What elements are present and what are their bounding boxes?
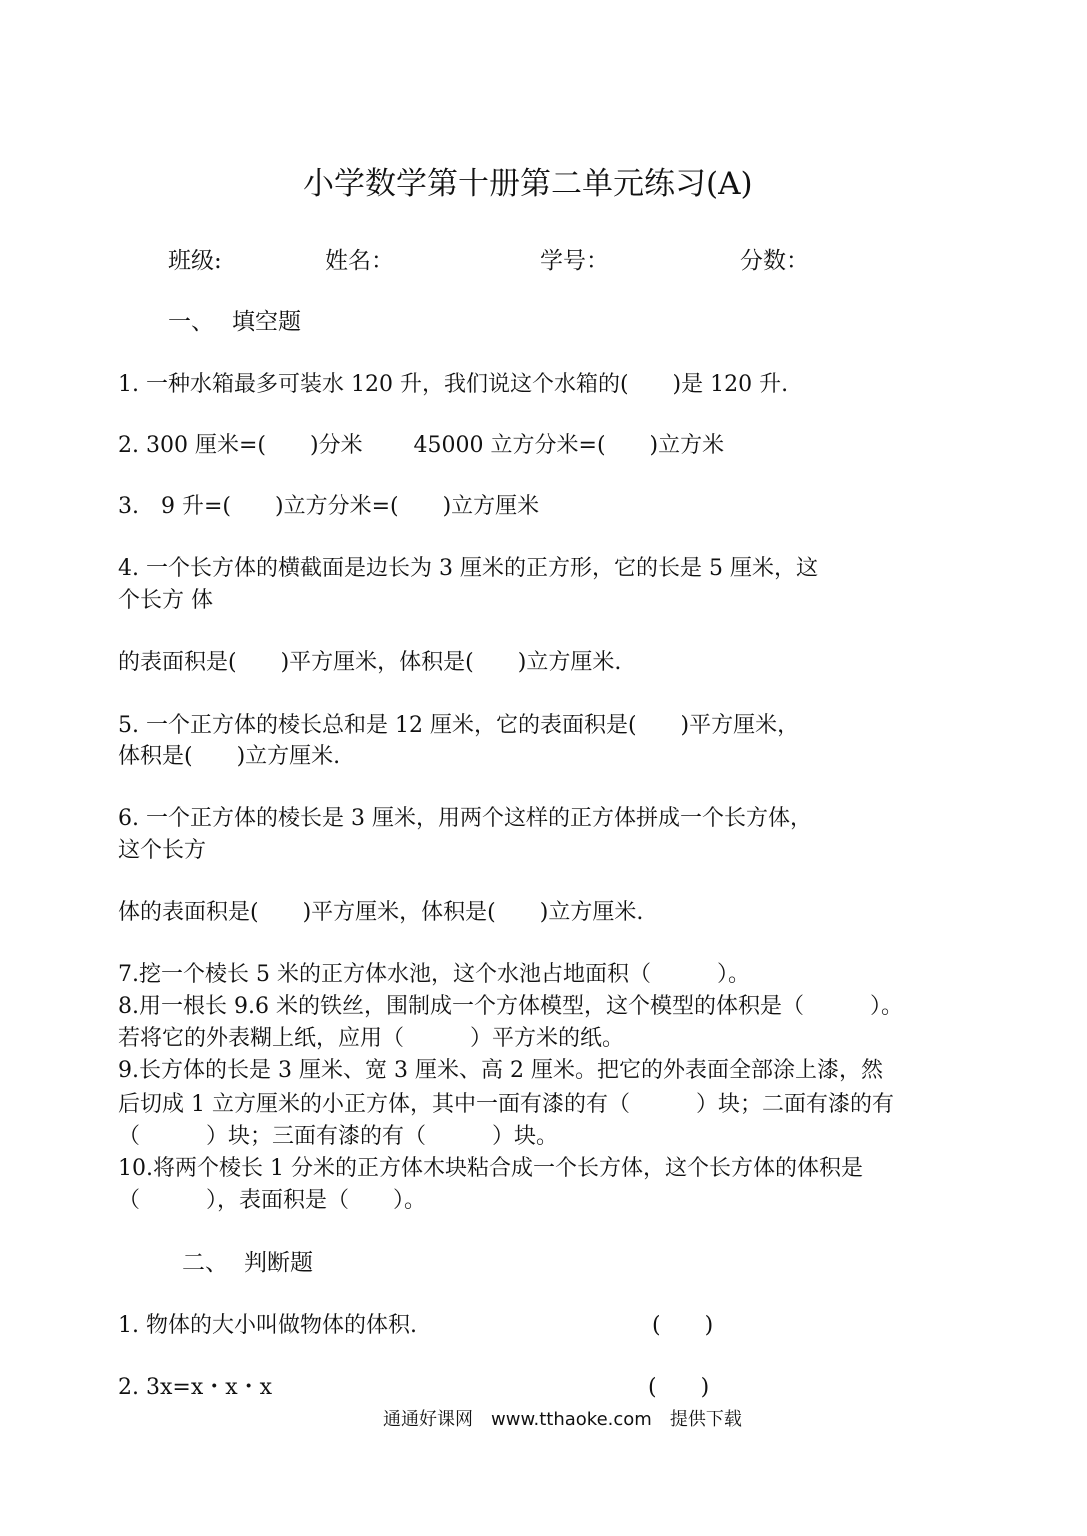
question-line: 的表面积是( )平方厘米，体积是( )立方厘米. [118, 650, 622, 675]
question-line: 7.挖一个棱长 5 米的正方体水池，这个水池占地面积（ ）。 [118, 962, 750, 987]
question-line: （ ），表面积是（ ）。 [118, 1188, 427, 1213]
question-line: 1. 一种水箱最多可装水 120 升，我们说这个水箱的( )是 120 升. [118, 372, 789, 397]
judgment-answer-blank: ( ) [652, 1313, 714, 1338]
question-line: 9.长方体的长是 3 厘米、宽 3 厘米、高 2 厘米。把它的外表面全部涂上漆，然 [118, 1058, 883, 1083]
question-line: 6. 一个正方体的棱长是 3 厘米，用两个这样的正方体拼成一个长方体， [118, 806, 812, 831]
question-line: 3. 9 升=( )立方分米=( )立方厘米 [118, 494, 540, 519]
question-line: 体的表面积是( )平方厘米，体积是( )立方厘米. [118, 900, 644, 925]
question-line: 2. 300 厘米=( )分米 45000 立方分米=( )立方米 [118, 433, 725, 458]
question-line: 体积是( )立方厘米. [118, 744, 341, 769]
question-line: 后切成 1 立方厘米的小正方体，其中一面有漆的有（ ）块；二面有漆的有 [118, 1092, 894, 1117]
question-line: 这个长方 [118, 838, 207, 863]
question-line: 10.将两个棱长 1 分米的正方体木块粘合成一个长方体，这个长方体的体积是 [118, 1156, 863, 1181]
question-line: 8.用一根长 9.6 米的铁丝，围制成一个方体模型，这个模型的体积是（ ）。 [118, 994, 903, 1019]
question-line: 个长方 体 [118, 588, 213, 613]
footer-credit: 通通好课网 www.tthaoke.com 提供下载 [383, 1409, 742, 1430]
question-line: （ ）块；三面有漆的有（ ）块。 [118, 1124, 559, 1149]
score-field-label: 分数： [740, 248, 809, 274]
student-number-field-label: 学号： [540, 248, 609, 274]
name-field-label: 姓名： [325, 248, 394, 274]
judgment-item-text: 2. 3x=x・x・x [118, 1375, 273, 1400]
section2-number: 二、 [182, 1250, 228, 1276]
section1-number: 一、 [168, 309, 214, 335]
question-line: 4. 一个长方体的横截面是边长为 3 厘米的正方形，它的长是 5 厘米，这 [118, 556, 818, 581]
judgment-answer-blank: ( ) [648, 1375, 710, 1400]
question-line: 若将它的外表糊上纸，应用（ ）平方米的纸。 [118, 1026, 625, 1051]
class-field-label: 班级: [168, 248, 222, 274]
judgment-item-text: 1. 物体的大小叫做物体的体积. [118, 1313, 417, 1338]
page-title: 小学数学第十册第二单元练习(A) [303, 166, 753, 202]
question-line: 5. 一个正方体的棱长总和是 12 厘米，它的表面积是( )平方厘米， [118, 713, 800, 738]
section1-heading: 填空题 [232, 309, 301, 335]
section2-heading: 判断题 [244, 1250, 313, 1276]
